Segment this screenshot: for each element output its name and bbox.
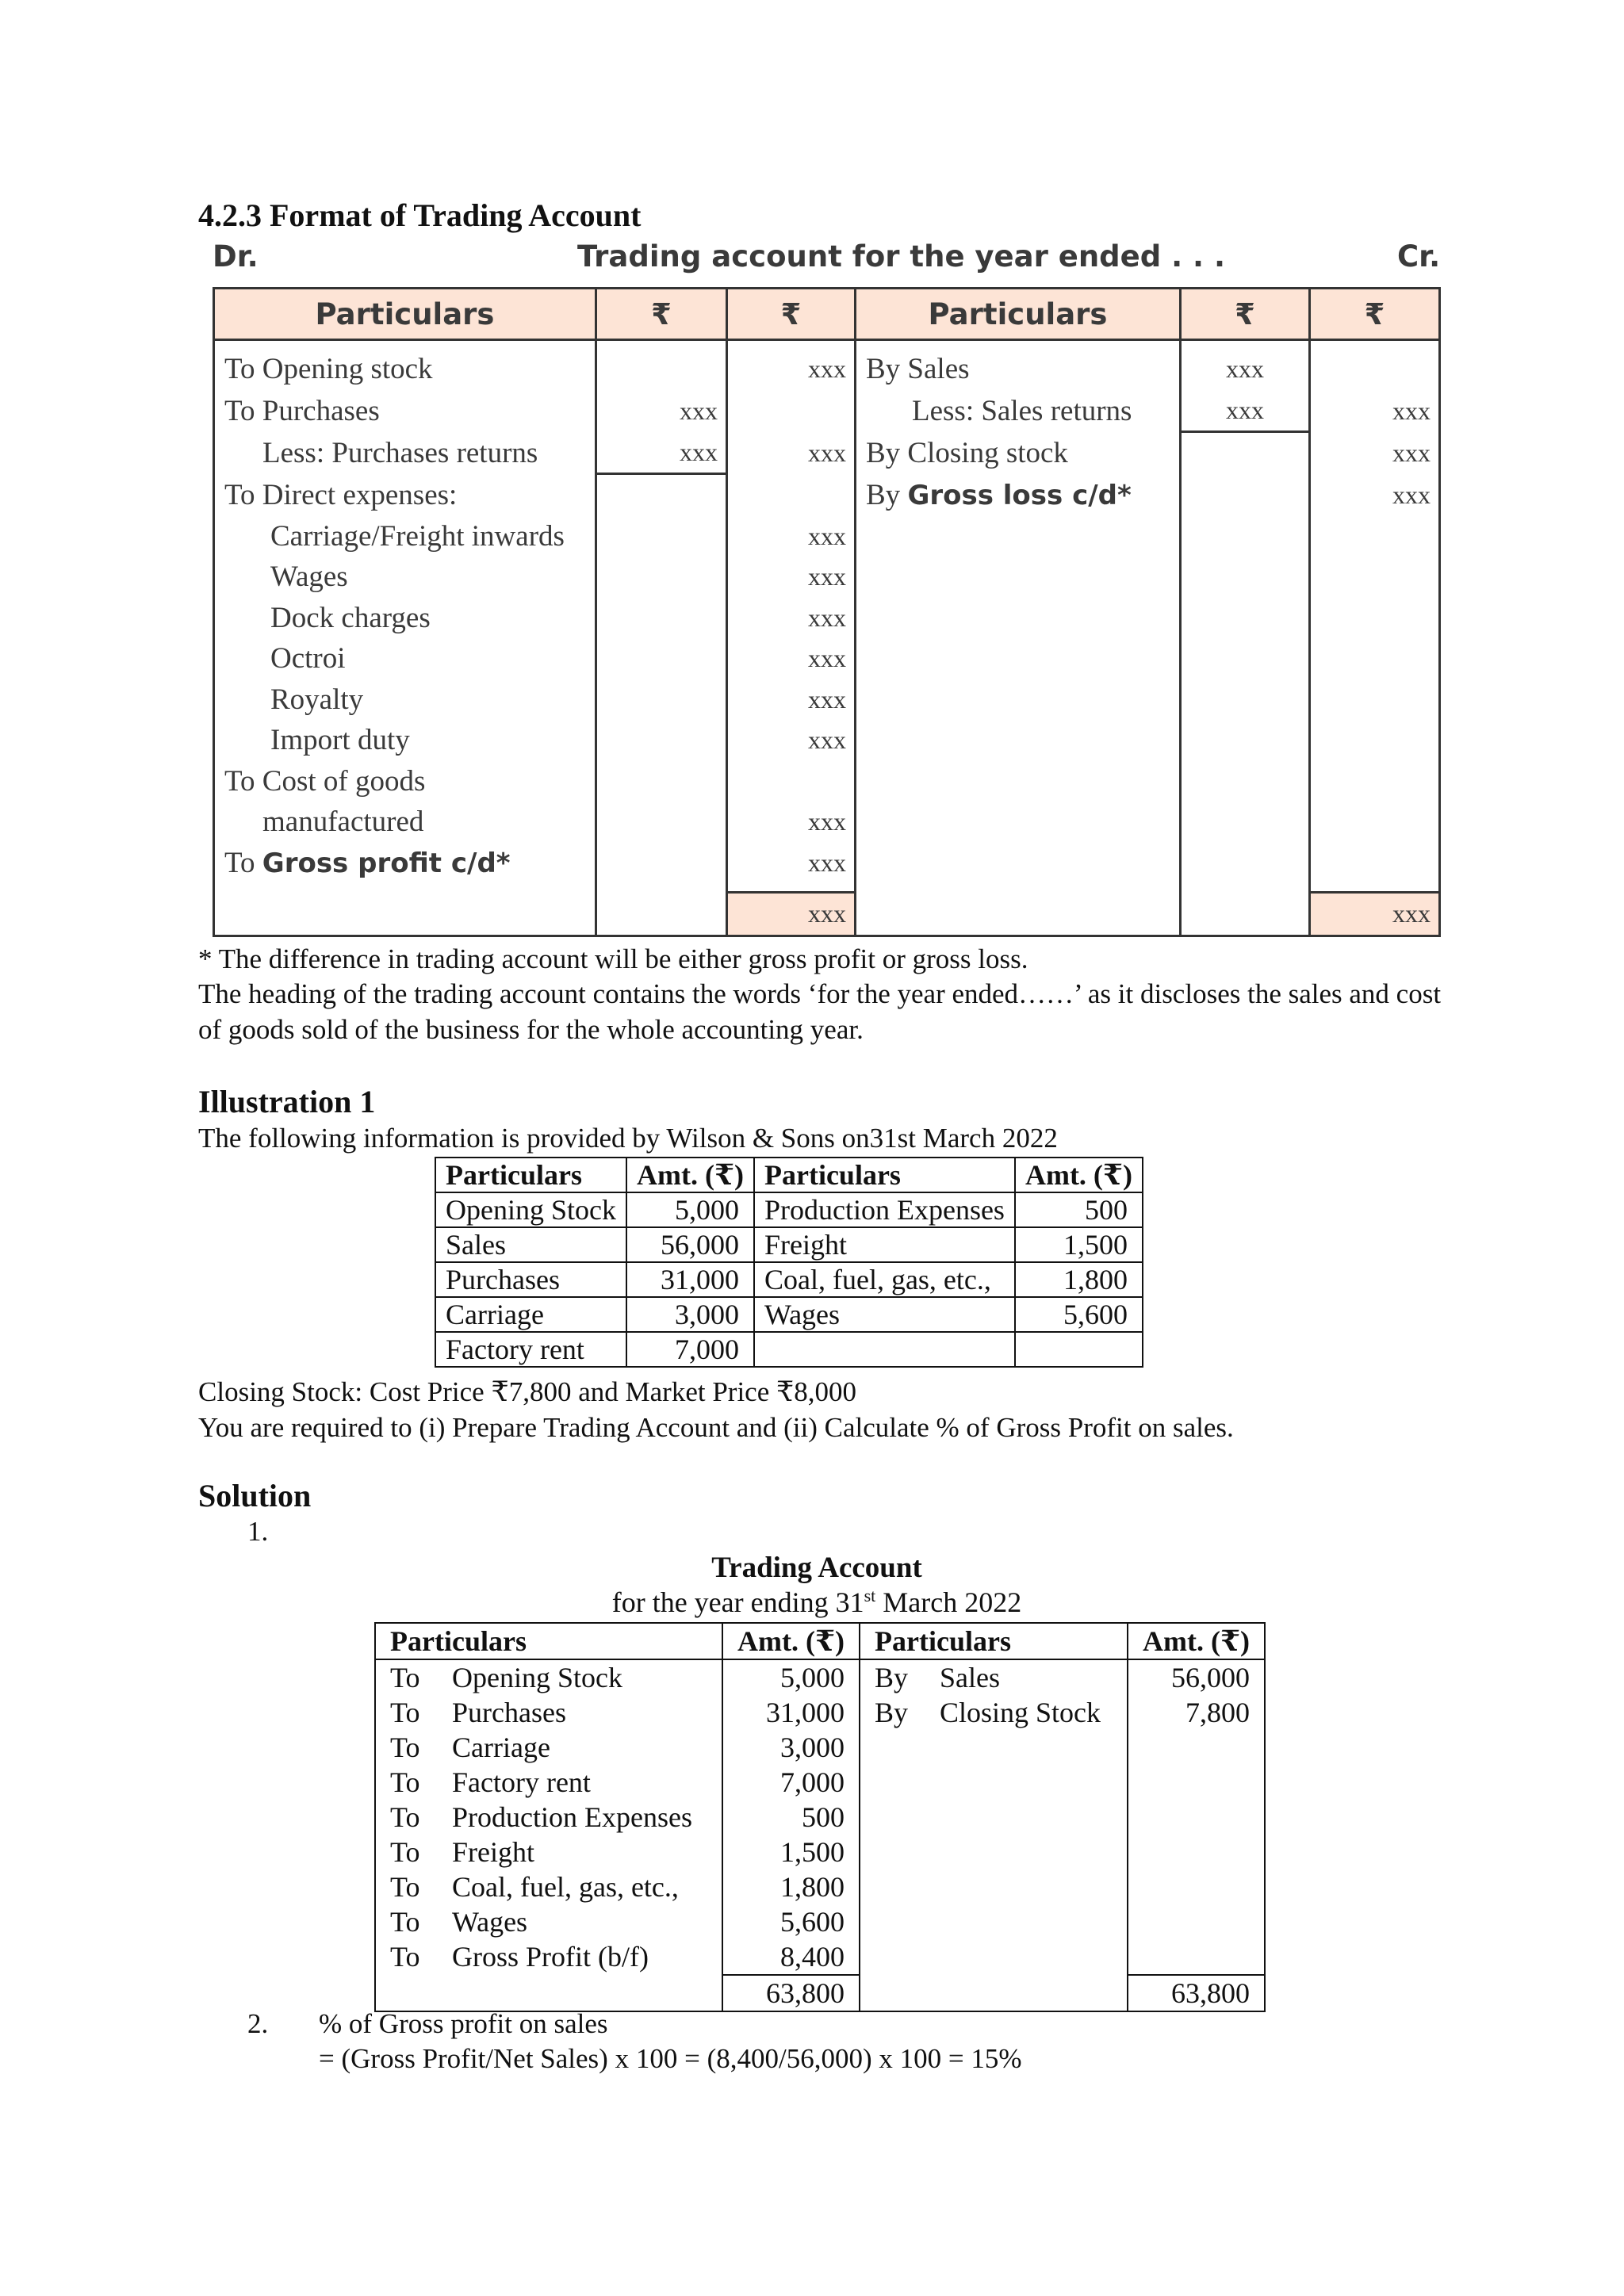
debit-amount-a: xxx	[596, 390, 727, 432]
col-header-amount: Amt. (₹)	[626, 1158, 754, 1192]
format-header-rupee-2: ₹	[727, 289, 856, 340]
table-row	[214, 679, 1440, 721]
col-header-amount: Amt. (₹)	[722, 1623, 860, 1659]
debit-amount: 7,000	[722, 1765, 860, 1800]
to-prefix: To	[390, 1801, 420, 1833]
credit-amount-a: xxx	[1181, 390, 1310, 432]
table-row	[375, 1659, 1265, 1695]
debit-amount-b: xxx	[727, 598, 856, 639]
table-row	[214, 843, 1440, 884]
credit-amount-b: xxx	[1310, 390, 1440, 432]
table-row	[214, 557, 1440, 598]
debit-item: Freight	[452, 1836, 534, 1868]
table-row	[435, 1297, 1143, 1332]
illustration-header-row	[435, 1158, 1143, 1192]
debit-label: Less: Purchases returns	[214, 432, 596, 474]
solution-item-1-number: 1.	[247, 1516, 269, 1547]
solution-item-2-formula: = (Gross Profit/Net Sales) x 100 = (8,400/56,000) x 100 = 15%	[319, 2043, 1022, 2074]
debit-amount: 3,000	[722, 1730, 860, 1765]
cell-amount: 31,000	[626, 1262, 754, 1297]
debit-item: Carriage	[452, 1732, 550, 1763]
dr-label: Dr.	[213, 239, 259, 274]
solution-item-2-number: 2.	[247, 2008, 269, 2039]
credit-label-prefix: By	[866, 478, 908, 511]
table-row	[375, 1835, 1265, 1869]
cell-particular: Coal, fuel, gas, etc.,	[754, 1262, 1015, 1297]
debit-item: Factory rent	[452, 1766, 591, 1798]
total-debit: xxx	[727, 893, 856, 936]
by-prefix: By	[875, 1697, 909, 1728]
debit-amount-b: xxx	[727, 802, 856, 843]
table-row	[214, 516, 1440, 557]
task-text: You are required to (i) Prepare Trading Account and (ii) Calculate % of Gross Profit on sales.	[198, 1412, 1234, 1443]
debit-label: Dock charges	[214, 598, 596, 639]
table-row	[214, 598, 1440, 639]
debit-amount: 1,500	[722, 1835, 860, 1869]
debit-amount: 5,600	[722, 1904, 860, 1939]
cell-amount: 5,600	[1015, 1297, 1143, 1332]
credit-amount: 7,800	[1128, 1695, 1265, 1730]
credit-label: By Sales	[856, 349, 1181, 390]
table-row	[375, 1765, 1265, 1800]
credit-amount-b: xxx	[1310, 432, 1440, 474]
format-header-particulars-cr: Particulars	[856, 289, 1181, 340]
total-debit: 63,800	[722, 1975, 860, 2011]
debit-amount-b: xxx	[727, 432, 856, 474]
credit-amount-a	[1181, 432, 1310, 474]
cell-amount: 7,000	[626, 1332, 754, 1367]
cell-amount: 1,500	[1015, 1227, 1143, 1262]
debit-item: Coal, fuel, gas, etc.,	[452, 1871, 679, 1903]
table-row	[214, 802, 1440, 843]
solution-title-text: Trading Account	[711, 1552, 922, 1584]
table-row	[435, 1227, 1143, 1262]
cell-amount: 500	[1015, 1192, 1143, 1227]
debit-amount-b: xxx	[727, 720, 856, 761]
col-header-amount: Amt. (₹)	[1015, 1158, 1143, 1192]
debit-item: Production Expenses	[452, 1801, 692, 1833]
debit-amount-b	[727, 474, 856, 516]
footnote: * The difference in trading account will be either gross profit or gross loss.	[198, 943, 1028, 974]
debit-label: To Purchases	[214, 390, 596, 432]
format-header-rupee-1: ₹	[596, 289, 727, 340]
total-credit: xxx	[1310, 893, 1440, 936]
debit-item: Opening Stock	[452, 1662, 622, 1693]
debit-label: manufactured	[214, 802, 596, 843]
debit-label: Import duty	[214, 720, 596, 761]
format-header-rupee-4: ₹	[1310, 289, 1440, 340]
illustration-intro: The following information is provided by Wilson & Sons on31st March 2022	[198, 1123, 1058, 1154]
to-prefix: To	[390, 1836, 420, 1868]
debit-amount: 500	[722, 1800, 860, 1835]
credit-label	[856, 474, 1181, 516]
to-prefix: To	[390, 1732, 420, 1763]
debit-item: Purchases	[452, 1697, 566, 1728]
solution-heading: Solution	[198, 1478, 312, 1513]
cell-particular	[754, 1332, 1015, 1367]
debit-item: Gross Profit (b/f)	[452, 1941, 649, 1973]
table-row	[214, 432, 1440, 474]
cell-amount: 5,000	[626, 1192, 754, 1227]
subtitle-post: March 2022	[875, 1586, 1022, 1618]
table-row	[214, 720, 1440, 761]
table-row	[435, 1192, 1143, 1227]
format-table	[213, 287, 1441, 937]
illustration-table	[435, 1157, 1143, 1368]
format-title: Trading account for the year ended . . .	[577, 239, 1226, 274]
cell-particular: Factory rent	[435, 1332, 626, 1367]
table-row	[375, 1730, 1265, 1765]
cell-particular: Production Expenses	[754, 1192, 1015, 1227]
subtitle-pre: for the year ending 31	[611, 1586, 864, 1618]
cell-amount: 1,800	[1015, 1262, 1143, 1297]
credit-amount: 56,000	[1128, 1659, 1265, 1695]
solution-table-title	[0, 1551, 1624, 1585]
cell-amount	[1015, 1332, 1143, 1367]
debit-label: Carriage/Freight inwards	[214, 516, 596, 557]
col-header-particulars: Particulars	[435, 1158, 626, 1192]
credit-item: Closing Stock	[940, 1697, 1101, 1728]
debit-amount: 31,000	[722, 1695, 860, 1730]
to-prefix: To	[390, 1697, 420, 1728]
solution-item-2-text: % of Gross profit on sales	[319, 2008, 608, 2039]
debit-label	[214, 843, 596, 884]
table-row	[214, 761, 1440, 802]
credit-label: By Closing stock	[856, 432, 1181, 474]
debit-amount-a	[596, 349, 727, 390]
debit-amount-b: xxx	[727, 638, 856, 679]
table-row	[375, 1939, 1265, 1975]
to-prefix: To	[390, 1941, 420, 1973]
solution-table	[374, 1622, 1266, 2012]
col-header-particulars: Particulars	[375, 1623, 722, 1659]
cell-particular: Wages	[754, 1297, 1015, 1332]
cell-particular: Sales	[435, 1227, 626, 1262]
subtitle-sup: st	[864, 1586, 876, 1605]
solution-header-row	[375, 1623, 1265, 1659]
gross-profit-label: Gross profit c/d*	[262, 847, 511, 879]
cell-particular: Carriage	[435, 1297, 626, 1332]
debit-item: Wages	[452, 1906, 528, 1938]
gross-loss-label: Gross loss c/d*	[907, 479, 1132, 511]
debit-amount-b	[727, 390, 856, 432]
to-prefix: To	[390, 1871, 420, 1903]
format-header-rupee-3: ₹	[1181, 289, 1310, 340]
table-row	[375, 1800, 1265, 1835]
table-row	[435, 1332, 1143, 1367]
credit-amount-b	[1310, 349, 1440, 390]
table-row	[375, 1904, 1265, 1939]
format-note: The heading of the trading account contains the words ‘for the year ended……’ as it discloses the sales and cost of goods sold of the business for the whole accounting year.	[198, 978, 1442, 1045]
debit-amount: 8,400	[722, 1939, 860, 1975]
cell-particular: Freight	[754, 1227, 1015, 1262]
closing-stock-text: Closing Stock: Cost Price ₹7,800 and Market Price ₹8,000	[198, 1376, 857, 1407]
credit-amount-a: xxx	[1181, 349, 1310, 390]
to-prefix: To	[390, 1906, 420, 1938]
table-row	[375, 1695, 1265, 1730]
table-row	[375, 1869, 1265, 1904]
debit-label: Royalty	[214, 679, 596, 721]
debit-label: To Opening stock	[214, 349, 596, 390]
debit-amount-b	[727, 761, 856, 802]
by-prefix: By	[875, 1662, 909, 1693]
format-header-row	[214, 289, 1440, 340]
table-row	[214, 349, 1440, 390]
solution-table-subtitle	[0, 1586, 1624, 1619]
table-row	[214, 474, 1440, 516]
format-total-row	[214, 893, 1440, 936]
debit-amount-b: xxx	[727, 679, 856, 721]
debit-label: To Direct expenses:	[214, 474, 596, 516]
credit-item: Sales	[940, 1662, 1000, 1693]
debit-amount-b: xxx	[727, 557, 856, 598]
table-row	[214, 638, 1440, 679]
debit-amount-b: xxx	[727, 349, 856, 390]
illustration-heading: Illustration 1	[198, 1084, 376, 1119]
col-header-amount: Amt. (₹)	[1128, 1623, 1265, 1659]
total-credit: 63,800	[1128, 1975, 1265, 2011]
table-row	[214, 390, 1440, 432]
format-header-particulars-dr: Particulars	[214, 289, 596, 340]
debit-label-prefix: To	[224, 846, 262, 879]
debit-amount-b: xxx	[727, 516, 856, 557]
cell-amount: 3,000	[626, 1297, 754, 1332]
credit-label: Less: Sales returns	[856, 390, 1181, 432]
debit-amount-a: xxx	[596, 432, 727, 474]
cell-particular: Opening Stock	[435, 1192, 626, 1227]
to-prefix: To	[390, 1662, 420, 1693]
debit-label: Wages	[214, 557, 596, 598]
debit-amount: 1,800	[722, 1869, 860, 1904]
col-header-particulars: Particulars	[754, 1158, 1015, 1192]
debit-amount-b: xxx	[727, 843, 856, 884]
debit-amount: 5,000	[722, 1659, 860, 1695]
credit-amount-a	[1181, 474, 1310, 516]
section-heading: 4.2.3 Format of Trading Account	[198, 197, 642, 233]
col-header-particulars: Particulars	[860, 1623, 1128, 1659]
debit-amount-a	[596, 474, 727, 516]
cr-label: Cr.	[1397, 239, 1441, 274]
credit-amount-b: xxx	[1310, 474, 1440, 516]
debit-label: To Cost of goods	[214, 761, 596, 802]
cell-amount: 56,000	[626, 1227, 754, 1262]
debit-label: Octroi	[214, 638, 596, 679]
cell-particular: Purchases	[435, 1262, 626, 1297]
to-prefix: To	[390, 1766, 420, 1798]
table-row	[435, 1262, 1143, 1297]
